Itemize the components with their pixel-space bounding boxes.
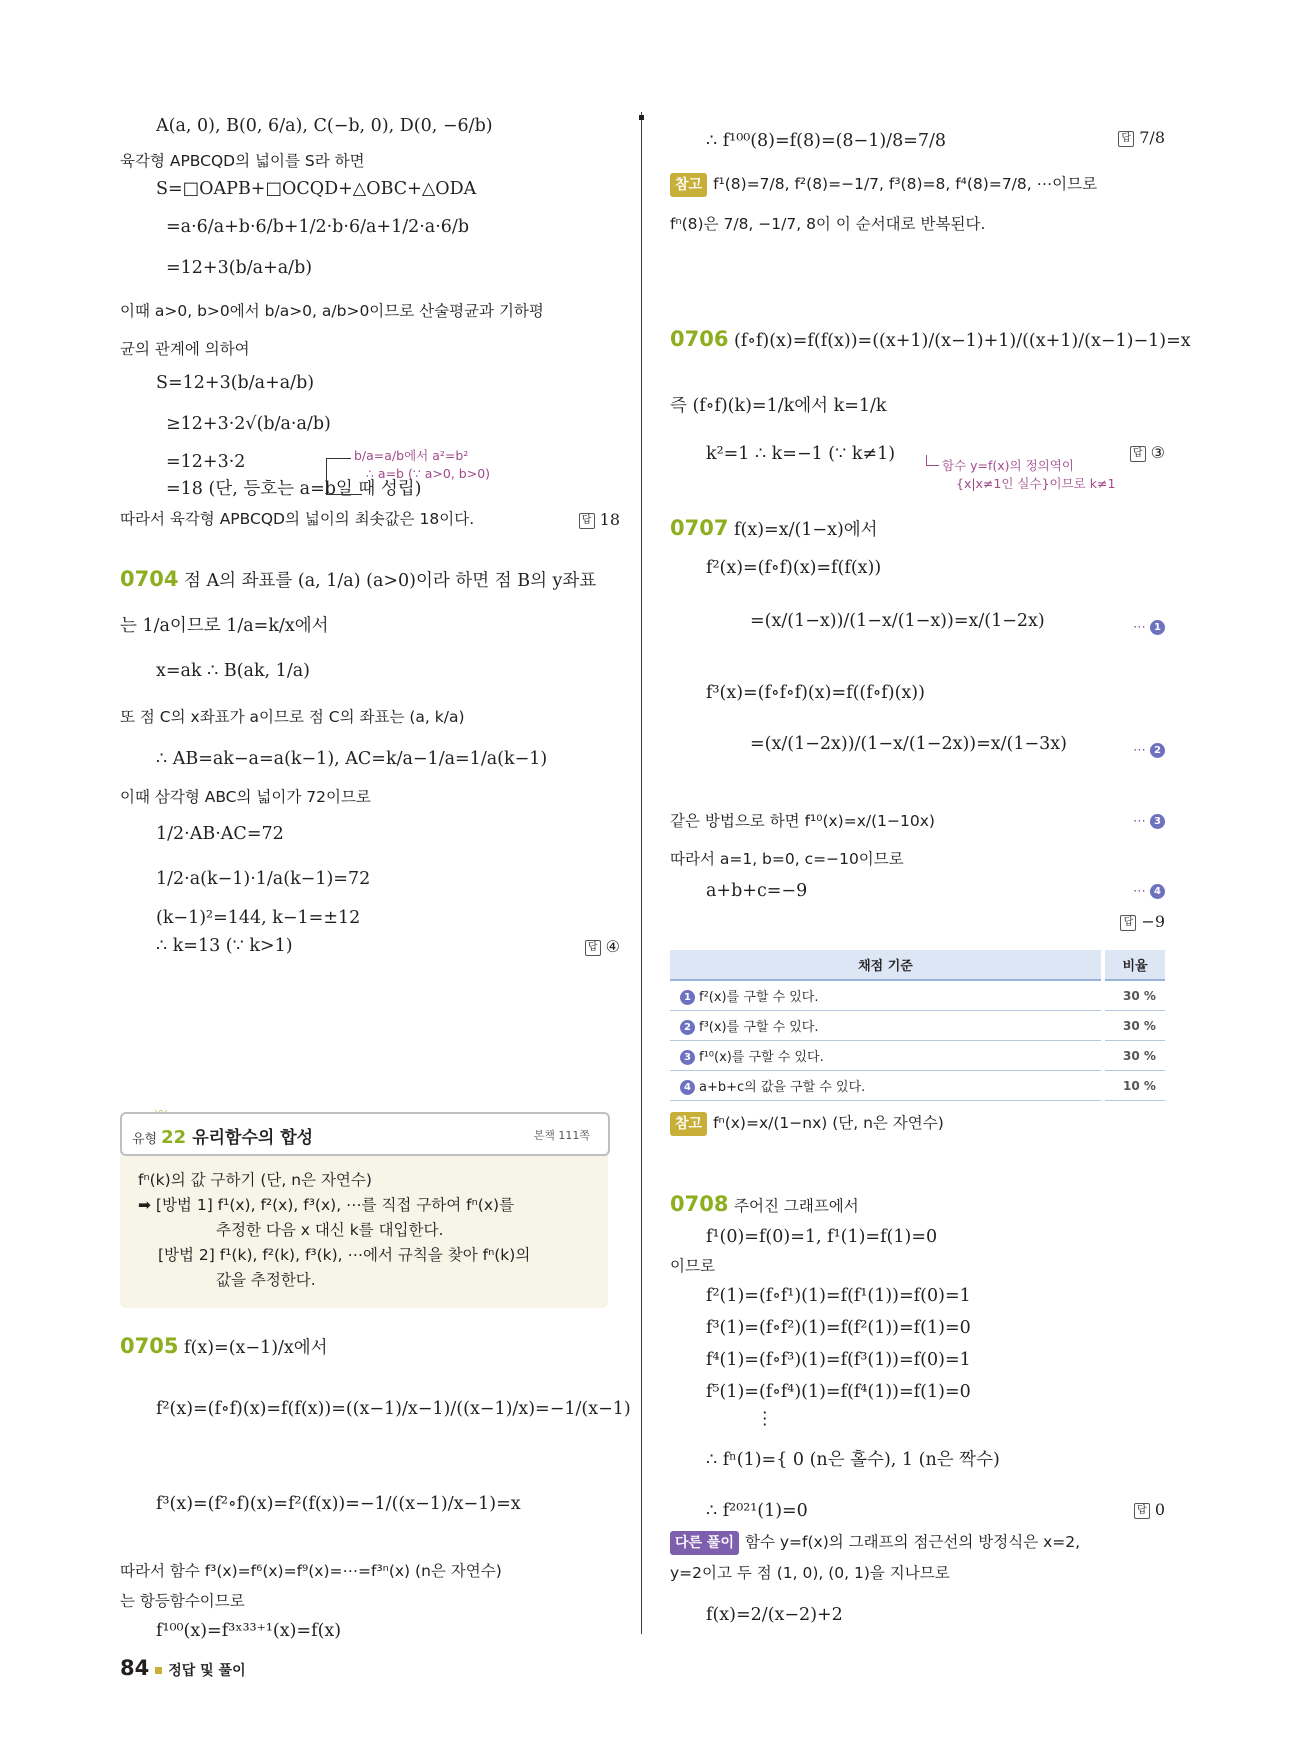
type-22-header [120, 1112, 610, 1156]
answer-icon: 답 [1134, 1503, 1150, 1519]
text-line: 육각형 APBCQD의 넓이를 S라 하면 [120, 152, 365, 170]
scoring-table [670, 950, 1165, 1101]
margin-note: {x|x≠1인 실수}이므로 k≠1 [956, 476, 1116, 491]
answer-icon: 답 [579, 513, 595, 529]
math-line: =a·6/a+b·6/b+1/2·b·6/a+1/2·a·6/b [166, 217, 470, 237]
math-line: =(x/(1−2x))/(1−x/(1−2x))=x/(1−3x) [750, 734, 1067, 754]
math-line: f³(x)=(f∘f∘f)(x)=f((f∘f)(x)) [706, 683, 925, 703]
step-1: ⋯ 1 [1133, 620, 1165, 635]
math-line: 1/2·AB·AC=72 [156, 824, 284, 844]
math-line: =12+3·2 [166, 452, 246, 472]
math-line: f¹⁰⁰(x)=f³ˣ³³⁺¹(x)=f(x) [156, 1621, 342, 1641]
step-badge: 3 [680, 1050, 695, 1065]
vertical-ellipsis: ⋮ [756, 1409, 774, 1429]
math-line: f³(1)=(f∘f²)(1)=f(f²(1))=f(1)=0 [706, 1318, 971, 1338]
math-line: x=ak ∴ B(ak, 1/a) [156, 661, 310, 681]
ref-tag: 참고 [670, 173, 707, 197]
answer-0708: 답 0 [1134, 1500, 1165, 1519]
math-line: a+b+c=−9 [706, 881, 808, 901]
margin-note: ∴ a=b (∵ a>0, b>0) [366, 466, 491, 481]
text-line: 또 점 C의 x좌표가 a이므로 점 C의 좌표는 (a, k/a) [120, 708, 465, 726]
answer-0703: 답 18 [579, 510, 620, 529]
math-line: S=□OAPB+□OCQD+△OBC+△ODA [156, 179, 477, 199]
problem-number: 0706 [670, 327, 729, 351]
column-marker [639, 115, 644, 120]
math-line: =(x/(1−x))/(1−x/(1−x))=x/(1−2x) [750, 611, 1045, 631]
type-22-box [120, 1112, 608, 1308]
problem-number: 0708 [670, 1192, 729, 1216]
text-line: 이때 a>0, b>0에서 b/a>0, a/b>0이므로 산술평균과 기하평 [120, 302, 544, 320]
math-line: ∴ f²⁰²¹(1)=0 [706, 1501, 808, 1521]
footer-square-icon [155, 1667, 162, 1674]
type-line: [방법 2] f¹(k), f²(k), f³(k), ⋯에서 규칙을 찾아 fⁿ(k)의 [158, 1246, 531, 1264]
answer-icon: 답 [1118, 131, 1134, 147]
text-line: 따라서 함수 f³(x)=f⁶(x)=f⁹(x)=⋯=f³ⁿ(x) (n은 자연수) [120, 1562, 502, 1580]
text-line: 같은 방법으로 하면 f¹⁰(x)=x/(1−10x) [670, 812, 935, 830]
math-line: k²=1 ∴ k=−1 (∵ k≠1) [706, 444, 896, 464]
math-line: f(x)=2/(x−2)+2 [706, 1605, 843, 1625]
step-badge: 2 [680, 1020, 695, 1035]
table-row: 4 a+b+c의 값을 구할 수 있다. 10 % [670, 1071, 1165, 1101]
math-line: ∴ fⁿ(1)={ 0 (n은 홀수), 1 (n은 짝수) [706, 1450, 1000, 1470]
note-pointer [926, 455, 939, 466]
problem-0708-line: 0708 주어진 그래프에서 [670, 1192, 859, 1216]
answer-icon: 답 [585, 940, 601, 956]
problem-0706-line: 0706 (f∘f)(x)=f(f(x))=((x+1)/(x−1)+1)/((x+1)/(x−1)−1)=x [670, 327, 1191, 351]
math-line: (k−1)²=144, k−1=±12 [156, 908, 361, 928]
step-3: ⋯ 3 [1133, 814, 1165, 829]
table-row: 3 f¹⁰(x)를 구할 수 있다. 30 % [670, 1041, 1165, 1071]
math-line: 는 1/a이므로 1/a=k/x에서 [120, 616, 329, 636]
math-line: f¹(0)=f(0)=1, f¹(1)=f(1)=0 [706, 1227, 938, 1247]
math-line: 즉 (f∘f)(k)=1/k에서 k=1/k [670, 396, 887, 416]
type-title: 유리함수의 합성 [192, 1128, 314, 1148]
text-line: 이므로 [670, 1257, 715, 1275]
math-line: =12+3(b/a+a/b) [166, 258, 313, 278]
math-line: =18 (단, 등호는 a=b일 때 성립) [166, 479, 422, 499]
alt-tag: 다른 풀이 [670, 1531, 739, 1555]
coordinates-line: A(a, 0), B(0, 6/a), C(−b, 0), D(0, −6/b) [156, 116, 493, 136]
problem-0707-line: 0707 f(x)=x/(1−x)에서 [670, 516, 878, 540]
margin-note: b/a=a/b에서 a²=b² [354, 448, 469, 463]
problem-0704-line: 0704 점 A의 좌표를 (a, 1/a) (a>0)이라 하면 점 B의 y좌표 [120, 567, 597, 591]
math-line: f³(x)=(f²∘f)(x)=f²(f(x))=−1/((x−1)/x−1)=x [156, 1494, 521, 1514]
math-line: f⁵(1)=(f∘f⁴)(1)=f(f⁴(1))=f(1)=0 [706, 1382, 971, 1402]
math-line: f²(x)=(f∘f)(x)=f(f(x))=((x−1)/x−1)/((x−1)/x)=−1/(x−1) [156, 1399, 631, 1419]
problem-number: 0705 [120, 1334, 179, 1358]
page-footer [120, 1656, 246, 1680]
type-line: ➡ [방법 1] f¹(x), f²(x), f³(x), ⋯를 직접 구하여 fⁿ(x)를 [138, 1196, 515, 1214]
step-badge: 1 [680, 990, 695, 1005]
footer-title: 정답 및 풀이 [168, 1663, 246, 1679]
page-number: 84 [120, 1656, 150, 1680]
math-line: f²(x)=(f∘f)(x)=f(f(x)) [706, 558, 882, 578]
reference-note: 참고 f¹(8)=7/8, f²(8)=−1/7, f³(8)=8, f⁴(8)=7/8, ⋯이므로 [670, 173, 1097, 197]
type-line: 값을 추정한다. [216, 1271, 316, 1289]
text-line: 따라서 a=1, b=0, c=−10이므로 [670, 850, 904, 868]
type-label: 유형 22 유리함수의 합성 [132, 1127, 314, 1148]
math-line: ∴ k=13 (∵ k>1) [156, 936, 293, 956]
math-line: ∴ AB=ak−a=a(k−1), AC=k/a−1/a=1/a(k−1) [156, 749, 548, 769]
problem-number: 0707 [670, 516, 729, 540]
right-column [670, 110, 1191, 1650]
answer-icon: 답 [1120, 915, 1136, 931]
math-line: 1/2·a(k−1)·1/a(k−1)=72 [156, 869, 371, 889]
answer-0705: 답 7/8 [1118, 128, 1165, 147]
math-line: f²(1)=(f∘f¹)(1)=f(f¹(1))=f(0)=1 [706, 1286, 971, 1306]
margin-note: 함수 y=f(x)의 정의역이 [942, 458, 1074, 473]
text-line: 는 항등함수이므로 [120, 1592, 245, 1610]
step-badge: 4 [680, 1080, 695, 1095]
answer-0704: 답 ④ [585, 937, 620, 956]
type-number: 22 [161, 1127, 187, 1148]
text-line: fⁿ(8)은 7/8, −1/7, 8이 이 순서대로 반복된다. [670, 215, 986, 233]
math-line: S=12+3(b/a+a/b) [156, 373, 315, 393]
text-line: 균의 관계에 의하여 [120, 340, 250, 358]
problem-0705-line: 0705 f(x)=(x−1)/x에서 [120, 1334, 328, 1358]
type-line: 추정한 다음 x 대신 k를 대입한다. [216, 1221, 444, 1239]
text-line: y=2이고 두 점 (1, 0), (0, 1)을 지나므로 [670, 1564, 950, 1582]
answer-0707: 답 −9 [1120, 912, 1165, 931]
answer-icon: 답 [1130, 446, 1146, 462]
step-4: ⋯ 4 [1133, 884, 1165, 899]
table-header: 채점 기준 [670, 950, 1103, 980]
table-row: 2 f³(x)를 구할 수 있다. 30 % [670, 1011, 1165, 1041]
ref-tag: 참고 [670, 1112, 707, 1136]
math-line: ∴ f¹⁰⁰(8)=f(8)=(8−1)/8=7/8 [706, 131, 947, 151]
bracket-line [326, 458, 351, 495]
table-header: 비율 [1103, 950, 1165, 980]
type-reference: 본책 111쪽 [533, 1129, 590, 1142]
math-line: ≥12+3·2√(b/a·a/b) [166, 414, 331, 434]
math-line: f⁴(1)=(f∘f³)(1)=f(f³(1))=f(0)=1 [706, 1350, 971, 1370]
table-row: 1 f²(x)를 구할 수 있다. 30 % [670, 980, 1165, 1011]
type-line: fⁿ(k)의 값 구하기 (단, n은 자연수) [138, 1171, 372, 1189]
text-line: 따라서 육각형 APBCQD의 넓이의 최솟값은 18이다. [120, 510, 475, 528]
text-line: 이때 삼각형 ABC의 넓이가 72이므로 [120, 788, 371, 806]
problem-number: 0704 [120, 567, 179, 591]
alt-solution-line: 다른 풀이 함수 y=f(x)의 그래프의 점근선의 방정식은 x=2, [670, 1531, 1080, 1555]
column-divider [641, 112, 642, 1634]
left-column [120, 110, 631, 1641]
answer-0706: 답 ③ [1130, 443, 1165, 462]
reference-note: 참고 fⁿ(x)=x/(1−nx) (단, n은 자연수) [670, 1112, 944, 1136]
step-2: ⋯ 2 [1133, 743, 1165, 758]
